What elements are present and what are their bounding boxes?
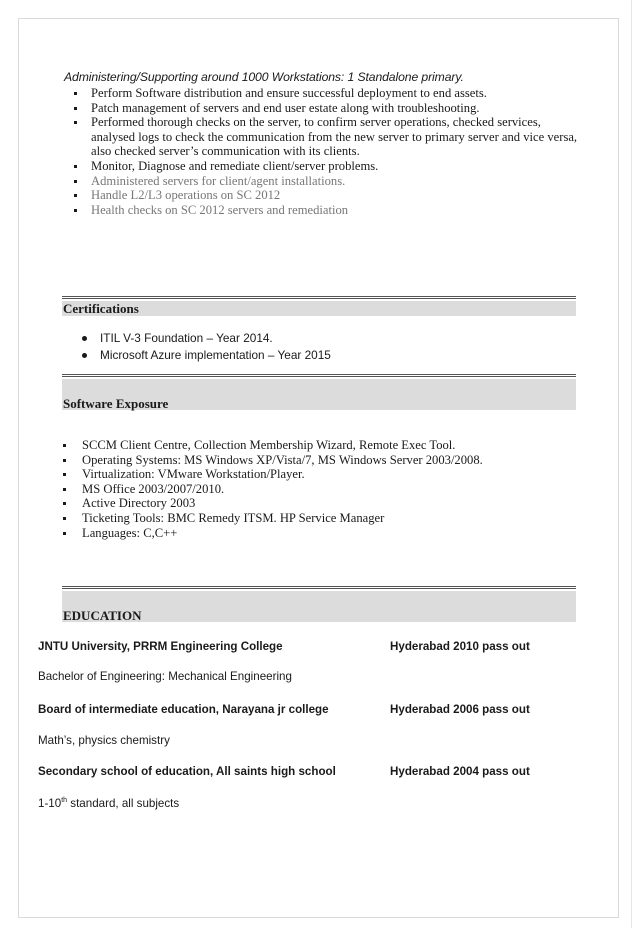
certifications-heading: Certifications — [63, 301, 139, 316]
section-rule — [62, 586, 576, 589]
section-rule — [62, 296, 576, 299]
certifications-list — [82, 330, 331, 363]
page-edge — [631, 0, 632, 928]
list-item: ITIL V-3 Foundation – Year 2014. — [82, 330, 331, 347]
square-bullet-icon — [63, 517, 66, 520]
list-item: Administered servers for client/agent installations. — [74, 174, 577, 189]
square-bullet-icon — [74, 180, 77, 183]
bullet-icon — [82, 336, 87, 341]
square-bullet-icon — [74, 107, 77, 110]
square-bullet-icon — [63, 532, 66, 535]
square-bullet-icon — [63, 488, 66, 491]
duty-continuation: also checked server’s communication with its clients. — [91, 144, 360, 159]
list-item: Ticketing Tools: BMC Remedy ITSM. HP Service Manager — [62, 511, 483, 526]
list-item: Virtualization: VMware Workstation/Player. — [62, 467, 483, 482]
square-bullet-icon — [63, 502, 66, 505]
software-heading: Software Exposure — [63, 396, 169, 411]
list-item: Patch management of servers and end user estate along with troubleshooting. — [74, 101, 577, 116]
list-item: Health checks on SC 2012 servers and remediation — [74, 203, 577, 218]
duties-list — [74, 86, 577, 217]
education-location-year: Hyderabad 2006 pass out — [390, 703, 530, 716]
list-item: Perform Software distribution and ensure successful deployment to end assets. — [74, 86, 577, 101]
square-bullet-icon — [63, 459, 66, 462]
list-item: Monitor, Diagnose and remediate client/server problems. — [74, 159, 577, 174]
list-item: SCCM Client Centre, Collection Membership Wizard, Remote Exec Tool. — [62, 438, 483, 453]
square-bullet-icon — [74, 209, 77, 212]
section-rule — [62, 374, 576, 377]
role-summary: Administering/Supporting around 1000 Workstations: 1 Standalone primary. — [64, 70, 464, 84]
square-bullet-icon — [74, 194, 77, 197]
bullet-icon — [82, 353, 87, 358]
education-institution: Board of intermediate education, Narayana jr college — [38, 703, 329, 716]
duty-continuation: analysed logs to check the communication from the new server to primary server and vice versa, — [91, 129, 578, 144]
education-location-year: Hyderabad 2004 pass out — [390, 765, 530, 778]
square-bullet-icon — [74, 92, 77, 95]
education-detail: 1-10th standard, all subjects — [38, 797, 180, 810]
education-heading: EDUCATION — [63, 608, 142, 623]
list-item: MS Office 2003/2007/2010. — [62, 482, 483, 497]
education-detail: Math’s, physics chemistry — [38, 734, 170, 747]
square-bullet-icon — [63, 444, 66, 447]
list-item: Active Directory 2003 — [62, 496, 483, 511]
list-item: Languages: C,C++ — [62, 526, 483, 541]
section-shade — [62, 301, 576, 316]
list-item: Microsoft Azure implementation – Year 2015 — [82, 347, 331, 364]
list-item: Handle L2/L3 operations on SC 2012 — [74, 188, 577, 203]
education-institution: Secondary school of education, All saints high school — [38, 765, 336, 778]
education-location-year: Hyderabad 2010 pass out — [390, 640, 530, 653]
square-bullet-icon — [74, 165, 77, 168]
list-item: Operating Systems: MS Windows XP/Vista/7, MS Windows Server 2003/2008. — [62, 453, 483, 468]
education-detail: Bachelor of Engineering: Mechanical Engineering — [38, 670, 292, 683]
square-bullet-icon — [74, 121, 77, 124]
list-item: Performed thorough checks on the server, to confirm server operations, checked services, analysed logs to check the communication from the new server to primary server and vice versa, also checked server’s communication with its clients. — [74, 115, 577, 159]
square-bullet-icon — [63, 473, 66, 476]
education-institution: JNTU University, PRRM Engineering College — [38, 640, 283, 653]
software-list — [62, 438, 483, 540]
